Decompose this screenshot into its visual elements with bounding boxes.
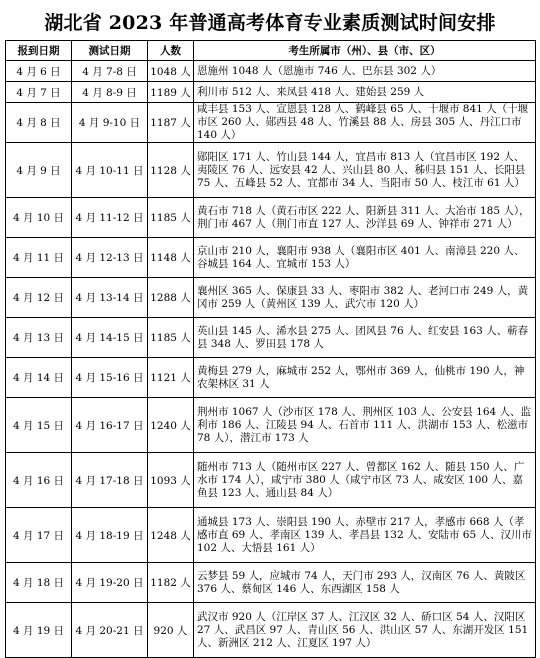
count-cell: 1288 人 [148, 278, 194, 318]
page-title: 湖北省 2023 年普通高考体育专业素质测试时间安排 [44, 12, 496, 34]
test-date-cell: 4 月 13-14 日 [72, 278, 148, 318]
table-row [6, 238, 536, 278]
test-date-cell: 4 月 16-17 日 [72, 398, 148, 453]
table-row [6, 278, 536, 318]
count-cell: 920 人 [148, 603, 194, 658]
report-date-cell: 4 月 14 日 [6, 358, 72, 398]
count-cell: 1248 人 [148, 508, 194, 563]
report-date-cell: 4 月 15 日 [6, 398, 72, 453]
count-cell: 1121 人 [148, 358, 194, 398]
schedule-table [5, 40, 536, 658]
count-cell: 1048 人 [148, 61, 194, 82]
table-row [6, 143, 536, 198]
count-cell: 1185 人 [148, 198, 194, 238]
report-date-cell: 4 月 13 日 [6, 318, 72, 358]
table-row [6, 103, 536, 143]
report-date-cell: 4 月 17 日 [6, 508, 72, 563]
report-date-cell: 4 月 9 日 [6, 143, 72, 198]
report-date-cell: 4 月 12 日 [6, 278, 72, 318]
test-date-cell: 4 月 12-13 日 [72, 238, 148, 278]
header-report-date: 报到日期 [6, 41, 72, 61]
report-date-cell: 4 月 6 日 [6, 61, 72, 82]
table-row [6, 61, 536, 82]
test-date-cell: 4 月 8-9 日 [72, 82, 148, 103]
table-row [6, 82, 536, 103]
header-test-date: 测试日期 [72, 41, 148, 61]
test-date-cell: 4 月 9-10 日 [72, 103, 148, 143]
report-date-cell: 4 月 16 日 [6, 453, 72, 508]
test-date-cell: 4 月 19-20 日 [72, 563, 148, 603]
count-cell: 1148 人 [148, 238, 194, 278]
count-cell: 1182 人 [148, 563, 194, 603]
count-cell: 1128 人 [148, 143, 194, 198]
count-cell: 1240 人 [148, 398, 194, 453]
test-date-cell: 4 月 11-12 日 [72, 198, 148, 238]
regions-cell: 恩施州 1048 人（恩施市 746 人、巴东县 302 人） [194, 61, 536, 82]
regions-cell: 京山市 210 人，襄阳市 938 人（襄阳市区 401 人、南漳县 220 人、谷城县 164 人、宜城市 153 人） [194, 238, 536, 278]
table-row [6, 318, 536, 358]
regions-cell: 襄州区 365 人、保康县 33 人、枣阳市 382 人、老河口市 249 人，黄冈市 259 人（黄州区 139 人、武穴市 120 人） [194, 278, 536, 318]
regions-cell: 郧阳区 171 人、竹山县 144 人，宜昌市 813 人（宜昌市区 192 人、夷陵区 76 人、远安县 42 人、兴山县 80 人、秭归县 151 人、长阳县 75 人、五峰县 52 人、宜都市 34 人、当阳市 50 人、枝江市 61 人） [194, 143, 536, 198]
regions-cell: 随州市 713 人（随州市区 227 人、曾都区 162 人、随县 150 人、广水市 174 人），咸宁市 380 人（咸宁市区 73 人、咸安区 100 人、嘉鱼县 123 人、通山县 84 人） [194, 453, 536, 508]
regions-cell: 通城县 173 人、崇阳县 190 人、赤壁市 217 人，孝感市 668 人（孝感市直 69 人、孝南区 139 人、孝昌县 132 人、安陆市 65 人、汉川市 102 人、大悟县 161 人） [194, 508, 536, 563]
count-cell: 1189 人 [148, 82, 194, 103]
test-date-cell: 4 月 18-19 日 [72, 508, 148, 563]
count-cell: 1185 人 [148, 318, 194, 358]
report-date-cell: 4 月 8 日 [6, 103, 72, 143]
table-row [6, 603, 536, 658]
table-row [6, 198, 536, 238]
count-cell: 1187 人 [148, 103, 194, 143]
test-date-cell: 4 月 7-8 日 [72, 61, 148, 82]
table-row [6, 508, 536, 563]
table-row [6, 358, 536, 398]
table-row [6, 563, 536, 603]
report-date-cell: 4 月 19 日 [6, 603, 72, 658]
test-date-cell: 4 月 10-11 日 [72, 143, 148, 198]
report-date-cell: 4 月 7 日 [6, 82, 72, 103]
report-date-cell: 4 月 10 日 [6, 198, 72, 238]
table-header-row [6, 41, 536, 61]
regions-cell: 英山县 145 人、浠水县 275 人、团风县 76 人、红安县 163 人、蕲春县 348 人、罗田县 178 人 [194, 318, 536, 358]
count-cell: 1093 人 [148, 453, 194, 508]
regions-cell: 咸丰县 153 人、宣恩县 128 人、鹤峰县 65 人、十堰市 841 人（十堰市区 260 人、郧西县 48 人、竹溪县 88 人、房县 305 人、丹江口市 140 人） [194, 103, 536, 143]
table-row [6, 398, 536, 453]
test-date-cell: 4 月 15-16 日 [72, 358, 148, 398]
header-regions: 考生所属市（州）、县（市、区） [194, 41, 536, 61]
header-count: 人数 [148, 41, 194, 61]
test-date-cell: 4 月 17-18 日 [72, 453, 148, 508]
regions-cell: 黄石市 718 人（黄石市区 222 人、阳新县 311 人、大冶市 185 人），荆门市 467 人（荆门市直 127 人、沙洋县 69 人、钟祥市 271 人） [194, 198, 536, 238]
table-row [6, 453, 536, 508]
test-date-cell: 4 月 14-15 日 [72, 318, 148, 358]
regions-cell: 黄梅县 279 人，麻城市 252 人，鄂州市 369 人，仙桃市 190 人，神农架林区 31 人 [194, 358, 536, 398]
regions-cell: 利川市 512 人、来凤县 418 人、建始县 259 人 [194, 82, 536, 103]
test-date-cell: 4 月 20-21 日 [72, 603, 148, 658]
regions-cell: 武汉市 920 人（江岸区 37 人、江汉区 32 人、硚口区 54 人、汉阳区 27 人、武昌区 97 人、青山区 56 人、洪山区 57 人、东湖开发区 151 人、新洲区 212 人、江夏区 197 人） [194, 603, 536, 658]
report-date-cell: 4 月 18 日 [6, 563, 72, 603]
regions-cell: 荆州市 1067 人（沙市区 178 人、荆州区 103 人、公安县 164 人、监利市 186 人、江陵县 94 人、石首市 111 人、洪湖市 153 人、松滋市 78 人），潜江市 173 人 [194, 398, 536, 453]
report-date-cell: 4 月 11 日 [6, 238, 72, 278]
regions-cell: 云梦县 59 人，应城市 74 人，天门市 293 人，汉南区 76 人、黄陂区 376 人、蔡甸区 146 人、东西湖区 158 人 [194, 563, 536, 603]
